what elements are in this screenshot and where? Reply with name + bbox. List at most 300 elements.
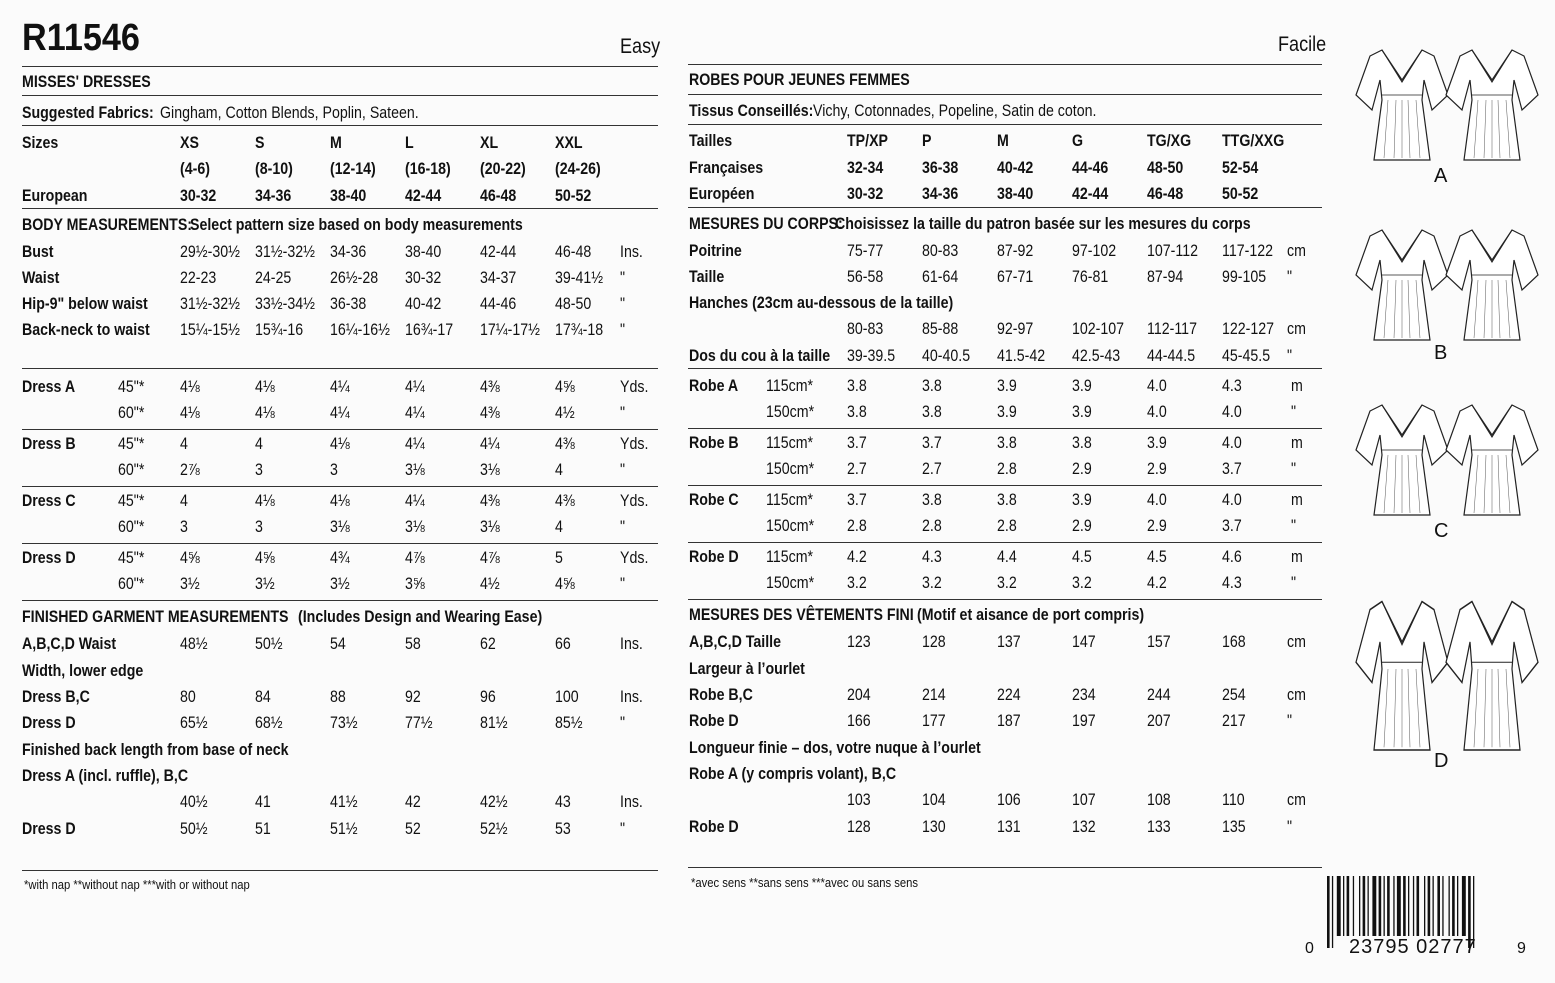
barcode-bar: [1397, 876, 1401, 936]
dress-val-en-1: 4⅝: [255, 549, 275, 567]
robe-val-fr-5: 4.6: [1222, 548, 1242, 566]
dress-unit-en: Yds.: [620, 435, 649, 453]
poitrine-val-fr-3: 97-102: [1072, 242, 1117, 260]
sizes-label-fr: Tailles: [689, 132, 733, 150]
waist-val-en-3: 58: [405, 635, 421, 653]
size-fr-0: TP/XP: [847, 132, 889, 150]
length-abc-val-en-1: 41: [255, 793, 271, 811]
rule: [688, 542, 1322, 543]
dress-width-en: 60"*: [118, 461, 145, 479]
barcode-bar: [1457, 876, 1458, 936]
robe-val-fr-5: 4.3: [1222, 574, 1242, 592]
dress-val-en-1: 3: [255, 461, 263, 479]
robe-width-fr: 115cm*: [766, 377, 814, 395]
dress-width-en: 45"*: [118, 549, 145, 567]
robe-val-fr-2: 3.8: [997, 434, 1017, 452]
robe-width-fr: 150cm*: [766, 460, 815, 478]
length-abc-label-en: Dress A (incl. ruffle), B,C: [22, 767, 189, 785]
barcode-bar: [1347, 876, 1350, 936]
robe-width-fr: 115cm*: [766, 434, 814, 452]
length-label-en: Finished back length from base of neck: [22, 741, 289, 759]
body-val-en-1-5: 39-41½: [555, 269, 604, 287]
dress-unit-en: ": [620, 518, 626, 536]
view-c-drawing: [1356, 405, 1538, 515]
waist-val-fr-3: 147: [1072, 633, 1096, 651]
length-abc-unit-en: Ins.: [620, 793, 643, 811]
length-abc-val-fr-1: 104: [922, 791, 946, 809]
fabrics-label-en: Suggested Fabrics:: [22, 104, 154, 122]
dress-val-en-2: 3⅛: [330, 518, 350, 536]
dress-width-en: 60"*: [118, 518, 145, 536]
rule: [688, 207, 1322, 208]
dress-val-en-1: 4⅛: [255, 404, 275, 422]
body-val-en-2-2: 36-38: [330, 295, 367, 313]
view-a-drawing: [1356, 50, 1538, 160]
waist-val-en-0: 48½: [180, 635, 208, 653]
length-d-label-fr: Robe D: [689, 818, 739, 836]
robe-val-fr-1: 3.8: [922, 403, 942, 421]
robe-val-fr-2: 3.2: [997, 574, 1017, 592]
taille-val-fr-5: 99-105: [1222, 268, 1267, 286]
width-d-unit-fr: ": [1287, 712, 1293, 730]
robe-unit-fr: m: [1291, 491, 1303, 509]
dress-val-en-5: 4⅝: [555, 575, 575, 593]
waist-val-fr-5: 168: [1222, 633, 1246, 651]
robe-val-fr-1: 3.2: [922, 574, 942, 592]
robe-val-fr-1: 4.3: [922, 548, 942, 566]
size-en-4: XL: [480, 134, 499, 152]
body-val-en-1-1: 24-25: [255, 269, 292, 287]
length-abc-val-fr-2: 106: [997, 791, 1021, 809]
size-en-5: XXL: [555, 134, 583, 152]
dress-unit-en: ": [620, 404, 626, 422]
robe-val-fr-1: 3.7: [922, 434, 942, 452]
dress-val-en-0: 4: [180, 435, 188, 453]
robe-label-fr-3: Robe D: [689, 548, 739, 566]
fabrics-label-fr: Tissus Conseillés:: [689, 102, 814, 120]
body-val-en-0-5: 46-48: [555, 243, 592, 261]
barcode-bar: [1327, 876, 1330, 948]
width-d-val-fr-0: 166: [847, 712, 871, 730]
view-label-b: B: [1434, 342, 1448, 364]
dress-val-en-3: 4⅞: [405, 549, 425, 567]
view-label-d: D: [1434, 750, 1449, 772]
robe-val-fr-5: 3.7: [1222, 517, 1242, 535]
european-en-2: 38-40: [330, 187, 367, 205]
robe-unit-fr: ": [1291, 403, 1297, 421]
francaises-fr-1: 36-38: [922, 159, 959, 177]
barcode-bar: [1428, 876, 1431, 936]
robe-val-fr-4: 4.0: [1147, 377, 1167, 395]
barcode-bar: [1437, 876, 1440, 936]
width-bc-val-fr-0: 204: [847, 686, 871, 704]
body-val-en-2-5: 48-50: [555, 295, 592, 313]
robe-unit-fr: m: [1291, 434, 1303, 452]
european-en-4: 46-48: [480, 187, 517, 205]
width-d-val-fr-1: 177: [922, 712, 946, 730]
robe-val-fr-1: 2.8: [922, 517, 942, 535]
dress-val-en-4: 4⅜: [480, 378, 500, 396]
robe-width-fr: 115cm*: [766, 491, 814, 509]
robe-val-fr-5: 4.0: [1222, 491, 1242, 509]
dress-val-en-2: 4¼: [330, 378, 350, 396]
length-abc-val-fr-3: 107: [1072, 791, 1096, 809]
body-val-en-1-0: 22-23: [180, 269, 217, 287]
robe-val-fr-2: 2.8: [997, 517, 1017, 535]
length-d-val-en-3: 52: [405, 820, 421, 838]
robe-val-fr-2: 2.8: [997, 460, 1017, 478]
size-range-en-0: (4-6): [180, 160, 210, 178]
dress-width-en: 45"*: [118, 492, 145, 510]
barcode-bar: [1363, 876, 1366, 936]
size-range-en-2: (12-14): [330, 160, 376, 178]
length-abc-val-fr-0: 103: [847, 791, 871, 809]
rule: [22, 543, 658, 544]
rule: [22, 125, 658, 126]
size-range-en-5: (24-26): [555, 160, 601, 178]
robe-unit-fr: ": [1291, 517, 1297, 535]
francaises-fr-2: 40-42: [997, 159, 1034, 177]
size-en-3: L: [405, 134, 414, 152]
robe-val-fr-0: 4.2: [847, 548, 867, 566]
dress-val-en-5: 5: [555, 549, 563, 567]
size-fr-1: P: [922, 132, 932, 150]
european-en-5: 50-52: [555, 187, 592, 205]
robe-val-fr-0: 3.8: [847, 403, 867, 421]
robe-val-fr-5: 4.0: [1222, 434, 1242, 452]
width-bc-unit-en: Ins.: [620, 688, 643, 706]
dress-val-en-4: 4⅜: [480, 492, 500, 510]
poitrine-val-fr-1: 80-83: [922, 242, 959, 260]
waist-label-fr: A,B,C,D Taille: [689, 633, 781, 651]
robe-val-fr-3: 3.9: [1072, 403, 1092, 421]
robe-val-fr-4: 4.5: [1147, 548, 1167, 566]
barcode-bar: [1337, 876, 1341, 936]
width-d-unit-en: ": [620, 714, 626, 732]
dress-val-en-4: 4⅜: [480, 404, 500, 422]
dress-val-en-2: 4⅛: [330, 435, 350, 453]
width-d-val-en-0: 65½: [180, 714, 208, 732]
rule: [22, 208, 658, 209]
hanches-unit-fr: cm: [1287, 320, 1306, 338]
body-val-en-2-4: 44-46: [480, 295, 517, 313]
width-bc-val-en-5: 100: [555, 688, 579, 706]
width-d-val-fr-3: 197: [1072, 712, 1096, 730]
dress-label-en-1: Dress B: [22, 435, 76, 453]
dress-val-en-5: 4⅜: [555, 435, 575, 453]
width-d-val-en-2: 73½: [330, 714, 358, 732]
width-d-label-fr: Robe D: [689, 712, 739, 730]
robe-val-fr-4: 4.0: [1147, 403, 1167, 421]
taille-val-fr-2: 67-71: [997, 268, 1034, 286]
barcode-bar: [1379, 876, 1382, 936]
length-d-val-fr-5: 135: [1222, 818, 1246, 836]
waist-val-fr-0: 123: [847, 633, 871, 651]
body-val-en-2-0: 31½-32½: [180, 295, 240, 313]
width-bc-val-fr-4: 244: [1147, 686, 1171, 704]
dress-unit-en: Yds.: [620, 492, 649, 510]
rule: [22, 486, 658, 487]
body-val-en-3-5: 17¾-18: [555, 321, 604, 339]
barcode-bar: [1408, 876, 1409, 936]
dress-val-en-2: 4¾: [330, 549, 350, 567]
width-bc-val-en-2: 88: [330, 688, 346, 706]
robe-val-fr-5: 4.3: [1222, 377, 1242, 395]
size-fr-5: TTG/XXG: [1222, 132, 1285, 150]
size-fr-4: TG/XG: [1147, 132, 1192, 150]
length-d-val-en-2: 51½: [330, 820, 358, 838]
taille-val-fr-1: 61-64: [922, 268, 959, 286]
robe-val-fr-4: 2.9: [1147, 517, 1167, 535]
length-d-val-fr-1: 130: [922, 818, 946, 836]
body-val-en-3-4: 17¼-17½: [480, 321, 540, 339]
width-d-label-en: Dress D: [22, 714, 76, 732]
dress-unit-en: ": [620, 461, 626, 479]
robe-val-fr-1: 3.8: [922, 377, 942, 395]
dress-val-en-0: 4⅛: [180, 378, 200, 396]
body-label-fr: MESURES DU CORPS:: [689, 215, 843, 233]
body-label-en: BODY MEASUREMENTS:: [22, 216, 193, 234]
dress-unit-en: Yds.: [620, 549, 649, 567]
dress-val-en-0: 3½: [180, 575, 200, 593]
dress-label-en-2: Dress C: [22, 492, 76, 510]
waist-val-en-2: 54: [330, 635, 346, 653]
body-val-en-0-4: 42-44: [480, 243, 517, 261]
dos-val-fr-4: 44-44.5: [1147, 347, 1196, 365]
barcode-bar: [1413, 876, 1414, 936]
length-abc-val-en-3: 42: [405, 793, 421, 811]
european-fr-1: 34-36: [922, 185, 959, 203]
dress-val-en-3: 4¼: [405, 492, 425, 510]
body-val-en-2-1: 33½-34½: [255, 295, 315, 313]
waist-unit-fr: cm: [1287, 633, 1306, 651]
dress-val-en-3: 4¼: [405, 404, 425, 422]
hanches-val-fr-5: 122-127: [1222, 320, 1275, 338]
length-d-val-en-1: 51: [255, 820, 271, 838]
dress-width-en: 60"*: [118, 575, 145, 593]
dress-val-en-5: 4: [555, 518, 563, 536]
footnote-en: *with nap **without nap ***with or without nap: [24, 878, 250, 892]
length-abc-val-en-2: 41½: [330, 793, 358, 811]
barcode-bar: [1343, 876, 1344, 936]
robe-val-fr-3: 2.9: [1072, 517, 1092, 535]
body-row-label-en-1: Waist: [22, 269, 60, 287]
robe-val-fr-5: 4.0: [1222, 403, 1242, 421]
robe-val-fr-3: 4.5: [1072, 548, 1092, 566]
body-val-en-1-2: 26½-28: [330, 269, 379, 287]
width-bc-unit-fr: cm: [1287, 686, 1306, 704]
rule: [22, 368, 658, 369]
robe-val-fr-0: 2.7: [847, 460, 867, 478]
barcode: [1305, 870, 1535, 966]
waist-unit-en: Ins.: [620, 635, 643, 653]
dress-width-en: 45"*: [118, 435, 145, 453]
body-val-en-1-4: 34-37: [480, 269, 517, 287]
dress-width-en: 60"*: [118, 404, 145, 422]
dress-val-en-4: 3⅛: [480, 461, 500, 479]
size-fr-3: G: [1072, 132, 1084, 150]
francaises-fr-0: 32-34: [847, 159, 884, 177]
width-label-en: Width, lower edge: [22, 662, 144, 680]
barcode-bar: [1452, 876, 1455, 936]
dress-val-en-2: 3½: [330, 575, 350, 593]
width-bc-val-fr-2: 224: [997, 686, 1021, 704]
body-val-en-3-3: 16¾-17: [405, 321, 454, 339]
length-d-label-en: Dress D: [22, 820, 76, 838]
dos-unit-fr: ": [1287, 347, 1293, 365]
view-d-drawing: [1356, 602, 1538, 751]
dress-val-en-1: 4⅛: [255, 378, 275, 396]
barcode-bar: [1462, 876, 1466, 936]
width-bc-label-en: Dress B,C: [22, 688, 90, 706]
hanches-val-fr-0: 80-83: [847, 320, 884, 338]
finished-text-fr: (Motif et aisance de port compris): [917, 606, 1145, 624]
length-d-val-en-5: 53: [555, 820, 571, 838]
width-d-val-fr-4: 207: [1147, 712, 1171, 730]
barcode-left-digit: 0: [1305, 940, 1314, 957]
robe-val-fr-0: 3.7: [847, 434, 867, 452]
body-val-en-0-2: 34-36: [330, 243, 367, 261]
rule: [22, 870, 658, 871]
rule: [688, 124, 1322, 125]
robe-val-fr-0: 2.8: [847, 517, 867, 535]
dos-val-fr-0: 39-39.5: [847, 347, 896, 365]
fabrics-text-en: Gingham, Cotton Blends, Poplin, Sateen.: [160, 104, 419, 122]
length-abc-val-en-4: 42½: [480, 793, 508, 811]
robe-val-fr-3: 3.9: [1072, 377, 1092, 395]
width-d-val-en-3: 77½: [405, 714, 433, 732]
waist-val-en-4: 62: [480, 635, 496, 653]
taille-val-fr-3: 76-81: [1072, 268, 1109, 286]
dress-val-en-3: 3⅛: [405, 461, 425, 479]
dress-val-en-2: 3: [330, 461, 338, 479]
size-range-en-4: (20-22): [480, 160, 526, 178]
body-val-en-3-0: 15¼-15½: [180, 321, 240, 339]
body-text-fr: Choisissez la taille du patron basée sur les mesures du corps: [835, 215, 1251, 233]
waist-val-fr-2: 137: [997, 633, 1021, 651]
length-abc-unit-fr: cm: [1287, 791, 1306, 809]
poitrine-val-fr-0: 75-77: [847, 242, 884, 260]
taille-label-fr: Taille: [689, 268, 725, 286]
robe-val-fr-2: 3.8: [997, 491, 1017, 509]
robe-label-fr-2: Robe C: [689, 491, 739, 509]
view-label-a: A: [1434, 165, 1448, 187]
robe-val-fr-3: 2.9: [1072, 460, 1092, 478]
length-d-unit-en: ": [620, 820, 626, 838]
pattern-number: R11546: [22, 17, 140, 59]
level-en: Easy: [620, 35, 661, 58]
width-bc-val-en-1: 84: [255, 688, 271, 706]
dress-val-en-0: 2⅞: [180, 461, 200, 479]
european-en-1: 34-36: [255, 187, 292, 205]
barcode-bar: [1433, 876, 1434, 936]
robe-width-fr: 150cm*: [766, 517, 815, 535]
poitrine-val-fr-4: 107-112: [1147, 242, 1199, 260]
robe-val-fr-2: 3.9: [997, 403, 1017, 421]
european-en-3: 42-44: [405, 187, 442, 205]
robe-val-fr-0: 3.2: [847, 574, 867, 592]
size-range-en-3: (16-18): [405, 160, 451, 178]
rule: [688, 599, 1322, 600]
dress-val-en-3: 3⅛: [405, 518, 425, 536]
hanches-val-fr-3: 102-107: [1072, 320, 1125, 338]
dress-val-en-3: 4¼: [405, 378, 425, 396]
size-fr-2: M: [997, 132, 1009, 150]
waist-val-en-5: 66: [555, 635, 571, 653]
dress-val-en-4: 4⅞: [480, 549, 500, 567]
width-bc-val-fr-3: 234: [1072, 686, 1096, 704]
dress-val-en-0: 3: [180, 518, 188, 536]
rule: [688, 94, 1322, 95]
size-range-en-1: (8-10): [255, 160, 293, 178]
length-d-val-fr-3: 132: [1072, 818, 1096, 836]
poitrine-val-fr-5: 117-122: [1222, 242, 1274, 260]
rule: [688, 485, 1322, 486]
dress-val-en-5: 4⅜: [555, 492, 575, 510]
robe-val-fr-3: 3.8: [1072, 434, 1092, 452]
dress-val-en-3: 3⅝: [405, 575, 425, 593]
length-d-unit-fr: ": [1287, 818, 1293, 836]
view-b-drawing: [1356, 230, 1538, 340]
level-fr: Facile: [1278, 33, 1327, 56]
length-abc-label-fr: Robe A (y compris volant), B,C: [689, 765, 897, 783]
robe-val-fr-2: 4.4: [997, 548, 1017, 566]
rule: [22, 95, 658, 96]
barcode-right-digit: 9: [1517, 940, 1526, 957]
dress-label-en-3: Dress D: [22, 549, 76, 567]
dress-val-en-1: 4⅛: [255, 492, 275, 510]
dress-val-en-5: 4½: [555, 404, 575, 422]
dress-val-en-2: 4¼: [330, 404, 350, 422]
barcode-bar: [1393, 876, 1394, 936]
robe-val-fr-3: 3.2: [1072, 574, 1092, 592]
length-d-val-en-0: 50½: [180, 820, 208, 838]
taille-val-fr-0: 56-58: [847, 268, 884, 286]
size-en-2: M: [330, 134, 342, 152]
size-en-0: XS: [180, 134, 199, 152]
finished-label-fr: MESURES DES VÊTEMENTS FINI: [689, 606, 914, 624]
robe-val-fr-1: 2.7: [922, 460, 942, 478]
dress-width-en: 45"*: [118, 378, 145, 396]
dos-val-fr-2: 41.5-42: [997, 347, 1046, 365]
section-title-en: MISSES' DRESSES: [22, 73, 151, 91]
robe-val-fr-4: 2.9: [1147, 460, 1167, 478]
width-bc-val-fr-1: 214: [922, 686, 946, 704]
waist-val-fr-1: 128: [922, 633, 946, 651]
taille-val-fr-4: 87-94: [1147, 268, 1184, 286]
length-abc-val-en-0: 40½: [180, 793, 208, 811]
rule: [22, 429, 658, 430]
rule: [688, 64, 1322, 65]
barcode-bar: [1384, 876, 1385, 936]
dress-val-en-4: 4¼: [480, 435, 500, 453]
robe-unit-fr: m: [1291, 377, 1303, 395]
barcode-middle-digits: 23795 02777: [1349, 936, 1477, 958]
body-unit-en-1: ": [620, 269, 626, 287]
body-unit-en-0: Ins.: [620, 243, 643, 261]
dress-unit-en: Yds.: [620, 378, 649, 396]
taille-unit-fr: ": [1287, 268, 1293, 286]
width-bc-label-fr: Robe B,C: [689, 686, 753, 704]
robe-val-fr-1: 3.8: [922, 491, 942, 509]
fabrics-text-fr: Vichy, Cotonnades, Popeline, Satin de coton.: [813, 102, 1097, 120]
dress-val-en-4: 3⅛: [480, 518, 500, 536]
robe-width-fr: 150cm*: [766, 403, 815, 421]
barcode-bar: [1353, 876, 1354, 936]
european-fr-3: 42-44: [1072, 185, 1109, 203]
robe-unit-fr: m: [1291, 548, 1303, 566]
francaises-label-fr: Françaises: [689, 159, 764, 177]
